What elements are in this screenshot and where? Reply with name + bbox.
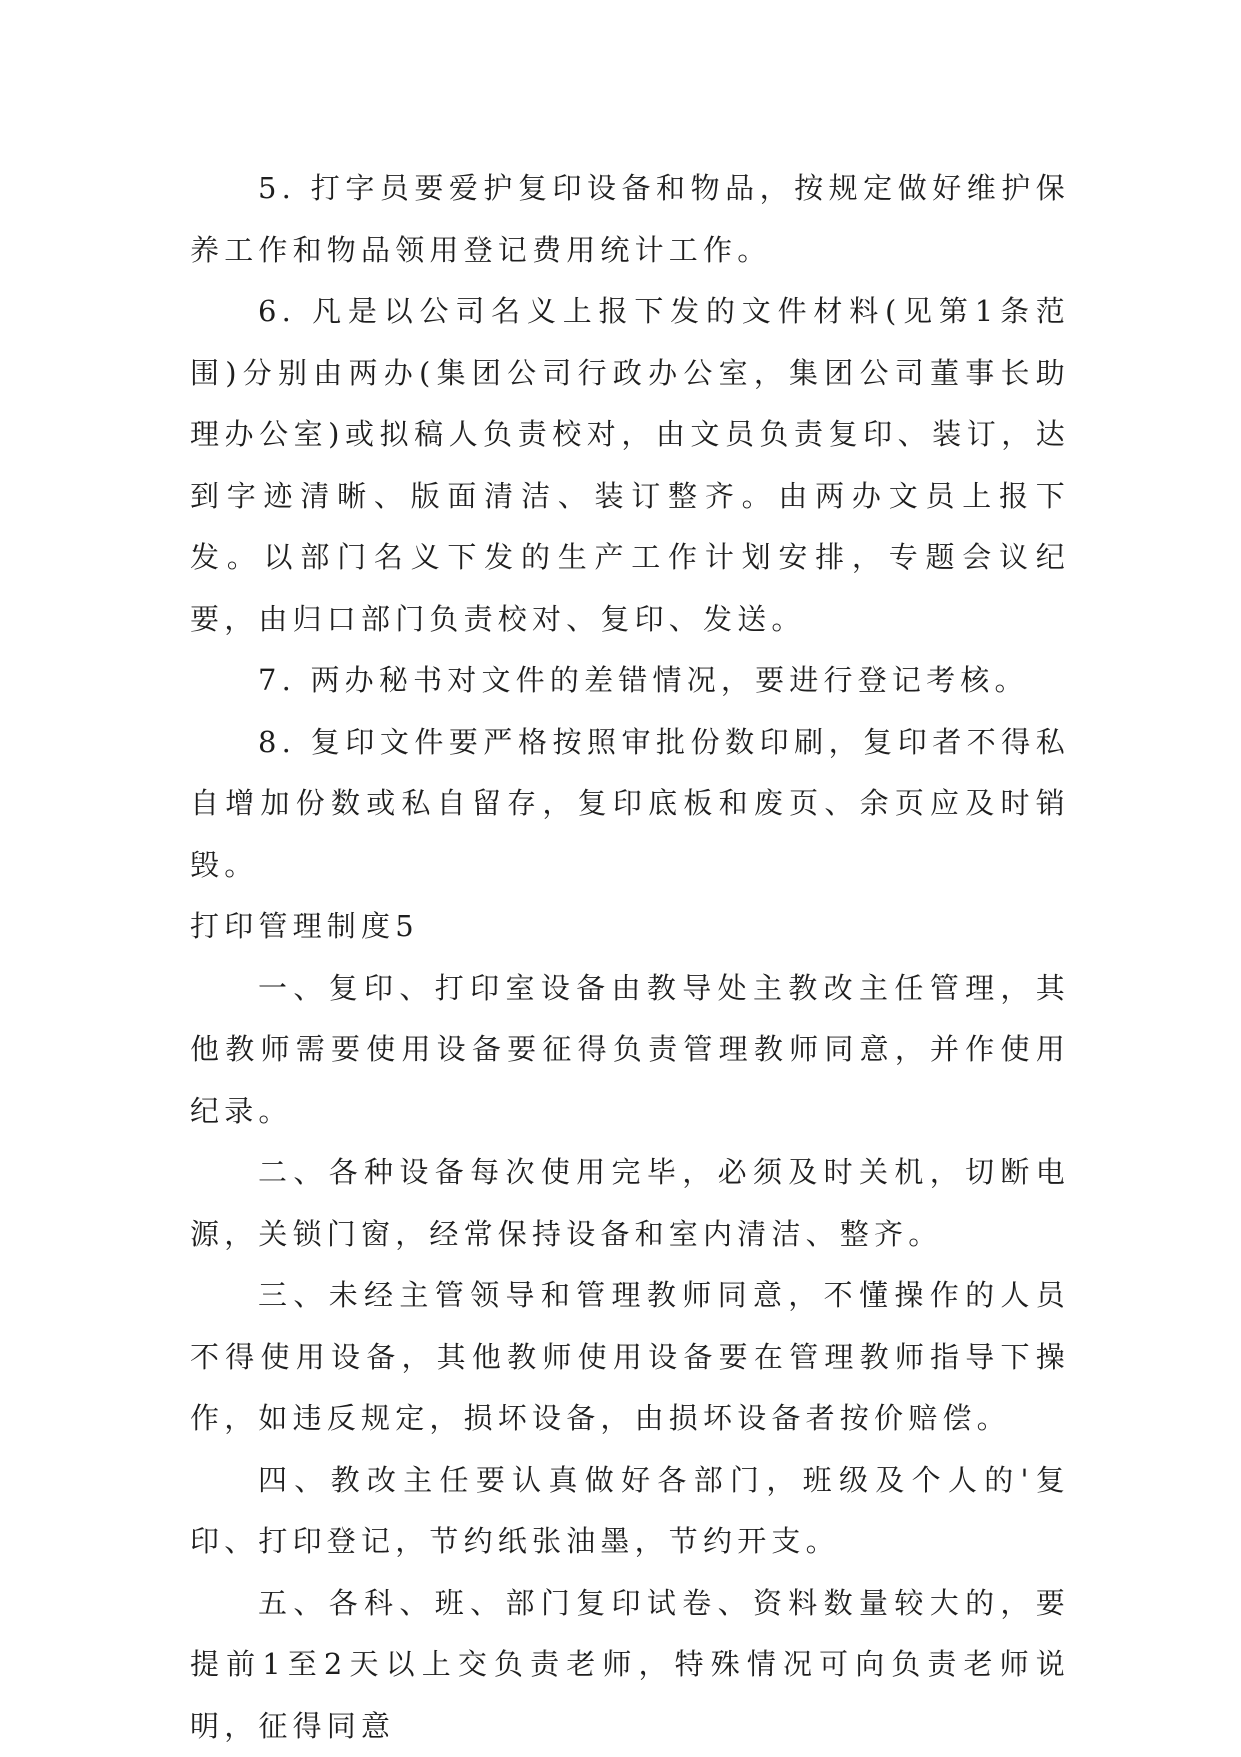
paragraph-item-6: 6. 凡是以公司名义上报下发的文件材料(见第1条范围)分别由两办(集团公司行政办公室，集团公司董事长助理办公室)或拟稿人负责校对，由文员负责复印、装订，达到字迹清晰、版面清洁、装订整齐。由两办文员上报下发。以部门名义下发的生产工作计划安排，专题会议纪要，由归口部门负责校对、复印、发送。 — [190, 281, 1070, 650]
paragraph-item-7: 7. 两办秘书对文件的差错情况，要进行登记考核。 — [190, 650, 1070, 712]
section-title: 打印管理制度5 — [190, 896, 1070, 958]
document-body — [190, 158, 1070, 1757]
paragraph-item-5: 5. 打字员要爱护复印设备和物品，按规定做好维护保养工作和物品领用登记费用统计工作。 — [190, 158, 1070, 281]
section-paragraph-3: 三、未经主管领导和管理教师同意，不懂操作的人员不得使用设备，其他教师使用设备要在管理教师指导下操作，如违反规定，损坏设备，由损坏设备者按价赔偿。 — [190, 1265, 1070, 1450]
section-paragraph-4: 四、教改主任要认真做好各部门，班级及个人的'复印、打印登记，节约纸张油墨，节约开支。 — [190, 1450, 1070, 1573]
section-paragraph-2: 二、各种设备每次使用完毕，必须及时关机，切断电源，关锁门窗，经常保持设备和室内清洁、整齐。 — [190, 1142, 1070, 1265]
paragraph-item-8: 8. 复印文件要严格按照审批份数印刷，复印者不得私自增加份数或私自留存，复印底板和废页、余页应及时销毁。 — [190, 712, 1070, 897]
section-paragraph-5: 五、各科、班、部门复印试卷、资料数量较大的，要提前1至2天以上交负责老师，特殊情况可向负责老师说明，征得同意 — [190, 1573, 1070, 1757]
section-paragraph-1: 一、复印、打印室设备由教导处主教改主任管理，其他教师需要使用设备要征得负责管理教师同意，并作使用纪录。 — [190, 958, 1070, 1143]
